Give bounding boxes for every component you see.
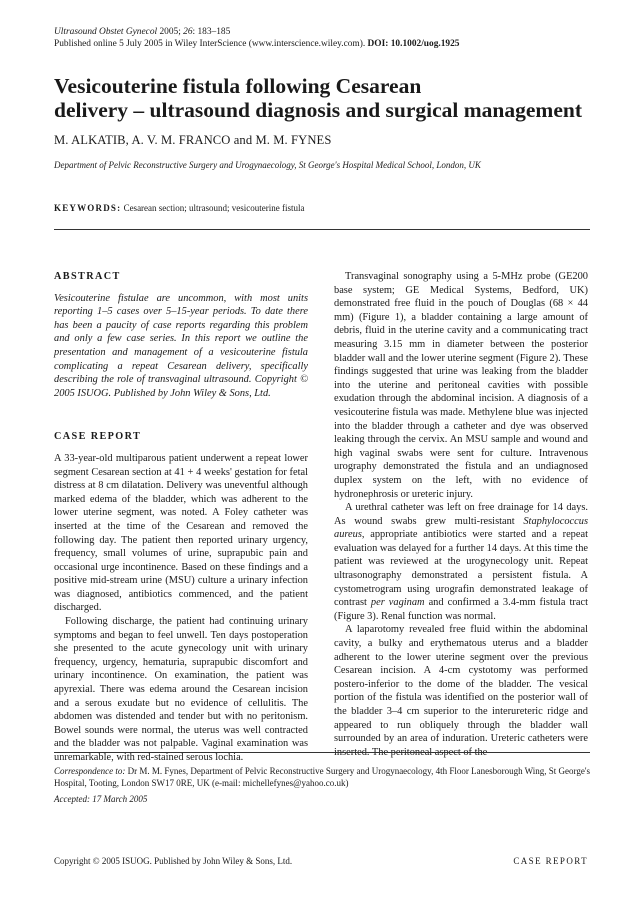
abstract-text: Vesicouterine fistulae are uncommon, with most units reporting 1–5 cases over 5–15-year periods. To date there has been a paucity of case reports regarding this problem and only a few case series. In this report we outline the presentation and management of a vesicouterine fistula complicating a repeat Cesarean delivery, specifically describing the role of transvaginal ultrasound. Copyright © 2005 ISUOG. Published by John Wiley & Sons, Ltd. bbox=[54, 292, 308, 399]
right-paragraph-2 bbox=[334, 501, 588, 623]
online-info: Published online 5 July 2005 in Wiley InterScience (www.interscience.wiley.com). bbox=[54, 39, 368, 49]
right-paragraph-3: A laparotomy revealed free fluid within the abdominal cavity, a bulky and erythematous uterus and a bladder adherent to the lower uterine segment over the previous Cesarean incision. A 4-cm cystotomy was performed postero-inferior to the dome of the bladder. The vesical portion of the fistula was identified on the posterior wall of the bladder 3–4 cm superior to the interureteric ridge and appeared to run obliquely through the bladder wall surrounded by an area of induration. Ureteric catheters were inserted. The peritoneal aspect of the bbox=[334, 624, 588, 758]
authors: M. ALKATIB, A. V. M. FRANCO and M. M. FYNES bbox=[54, 133, 332, 147]
article-title bbox=[54, 74, 594, 122]
keywords-list: Cesarean section; ultrasound; vesicouterine fistula bbox=[121, 203, 305, 213]
footer-divider bbox=[54, 752, 590, 753]
p2-middle: , appropriate antibiotics were started and a repeat evaluation was delayed for a further 14 days. At this time the patient was reviewed at the urogynecology unit. Repeat ultrasonography demonstrated a persistent fistula. A cystometrogram using urografin demonstrated leakage of contrast bbox=[334, 529, 588, 609]
journal-name: Ultrasound Obstet Gynecol bbox=[54, 27, 158, 37]
right-column bbox=[334, 270, 588, 759]
correspondence-text: Dr M. M. Fynes, Department of Pelvic Reconstructive Surgery and Urogynaecology, 4th Floor Lanesborough Wing, St George's Hospital, Tooting, London SW17 0RE, UK (e-mail: michellefynes@yahoo.co.uk) bbox=[54, 766, 591, 789]
doi-label: DOI: bbox=[367, 39, 389, 49]
accepted-date: Accepted: 17 March 2005 bbox=[54, 794, 148, 804]
case-paragraph-2: Following discharge, the patient had continuing urinary symptoms and began to feel unwell. Ten days postoperation she presented to the acute gynecology unit with urinary frequency, urgency, hematuria, suprapubic discomfort and urinary incontinence. On examination, the patient was apyrexial. There was edema around the Cesarean incision and a serous exudate but no evidence of cellulitis. The abdomen was distended and tender but with no peritonism. Bowel sounds were normal, the uterus was well contracted and the bladder was not palpable. Vaginal examination was unremarkable, with red-stained serous lochia. bbox=[54, 616, 308, 763]
right-paragraph-1: Transvaginal sonography using a 5-MHz probe (GE200 base system; GE Medical Systems, Bedford, UK) demonstrated free fluid in the pouch of Douglas (68 × 44 mm) (Figure 1), a bladder containing a large amount of debris, fluid in the uterine cavity and a communicating tract measuring 3.15 mm in diameter between the posterior bladder wall and the lower uterine segment (Figure 2). These findings suggested that urine was leaking from the bladder into the uterine and peritoneal cavities with possible exudation through the abdominal incision. A diagnosis of a vesicouterine fistula was made. Methylene blue was injected into the bladder through a catheter and dye was observed leaking through the cervix. An MSU sample and wound and high vaginal swabs were sent for culture. Intravenous urography demonstrated the fistula and an undiagnosed duplex system on the left, with no evidence of hydronephrosis or ureteric injury. bbox=[334, 271, 588, 500]
keywords bbox=[54, 203, 305, 213]
journal-pages: : 183–185 bbox=[192, 27, 231, 37]
abstract-heading: ABSTRACT bbox=[54, 271, 121, 282]
affiliation: Department of Pelvic Reconstructive Surgery and Urogynaecology, St George's Hospital Medical School, London, UK bbox=[54, 160, 481, 170]
p2-organism: Staphylococcus aureus bbox=[334, 515, 588, 541]
journal-year: 2005; bbox=[157, 27, 184, 37]
section-label: CASE REPORT bbox=[513, 856, 588, 866]
journal-volume: 26 bbox=[183, 27, 193, 37]
p2-latin: per vaginam bbox=[370, 597, 425, 609]
copyright: Copyright © 2005 ISUOG. Published by John Wiley & Sons, Ltd. bbox=[54, 856, 293, 866]
correspondence-label: Correspondence to: bbox=[54, 766, 126, 776]
doi-value: 10.1002/uog.1925 bbox=[388, 39, 460, 49]
header-divider bbox=[54, 229, 590, 230]
keywords-label: KEYWORDS: bbox=[54, 203, 122, 213]
case-report-heading: CASE REPORT bbox=[54, 431, 142, 443]
title-line-1: Vesicouterine fistula following Cesarean bbox=[54, 74, 422, 98]
p2-end: and confirmed a 3.4-mm fistula tract (Figure 3). Renal function was normal. bbox=[334, 597, 588, 622]
left-column bbox=[54, 270, 308, 765]
title-line-2: delivery – ultrasound diagnosis and surgical management bbox=[54, 98, 582, 122]
p2-start: A urethral catheter was left on free drainage for 14 days. As wound swabs grew multi-resistant bbox=[334, 502, 588, 527]
journal-citation bbox=[54, 26, 459, 50]
correspondence bbox=[54, 765, 590, 790]
case-paragraph-1: A 33-year-old multiparous patient underwent a repeat lower segment Cesarean section at 41 + 4 weeks' gestation for fetal distress at 8 cm dilatation. Delivery was uneventful although marked edema of the bladder, which was adherent to the lower uterine segment, was noted. A Foley catheter was inserted at the time of the Cesarean and removed the following day. The patient then reported urinary urgency, frequency, small volumes of urine, suprapubic pain and occasional urge incontinence. Based on these findings and a positive mid-stream urine (MSU) culture a urinary infection was diagnosed, antibiotics commenced, and the patient discharged. bbox=[54, 452, 308, 614]
